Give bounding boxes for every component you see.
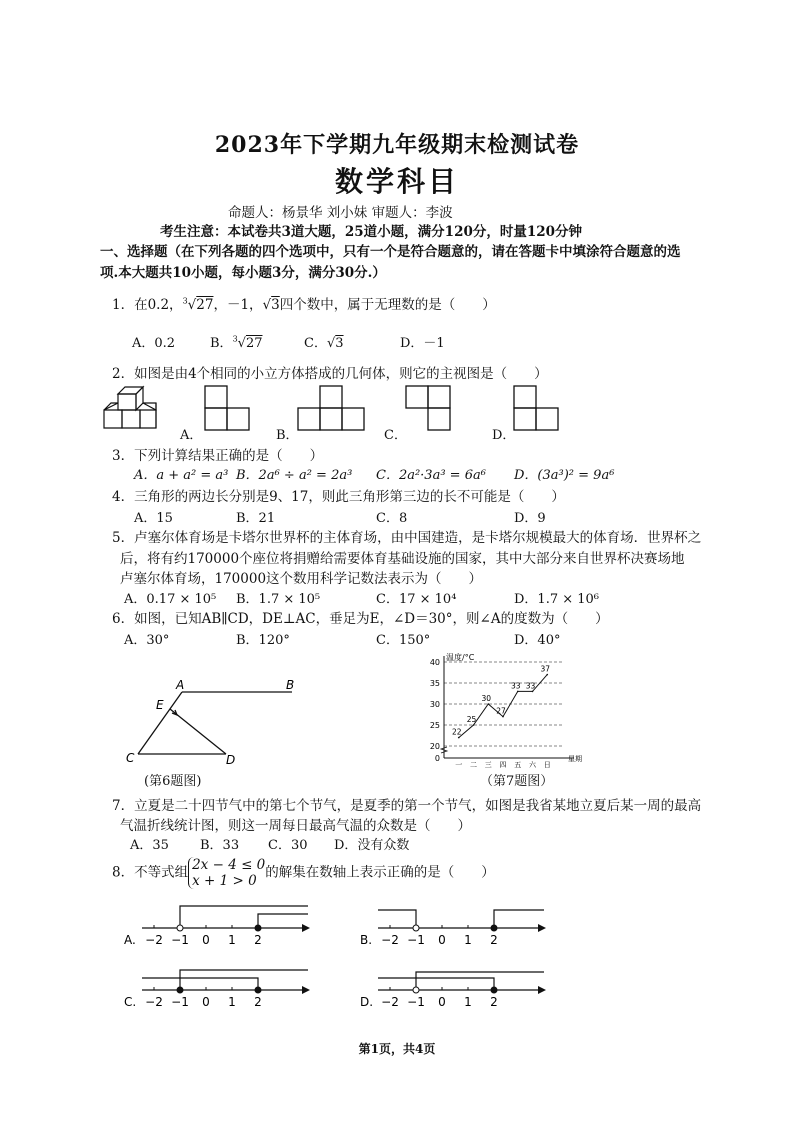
q1-stem-part-c: 四个数中，属于无理数的是（ ） [279, 297, 496, 313]
exam-notice: 考生注意：本试卷共3道大题，25道小题，满分120分，时量120分钟 [160, 224, 583, 240]
q2-option-c-figure[interactable] [404, 384, 456, 436]
closed-endpoint [491, 925, 497, 931]
data-point [473, 724, 475, 726]
q3-option-c[interactable]: C．2a²·3a³ = 6a⁶ [376, 468, 486, 483]
point-d-label: D [226, 753, 236, 767]
question-8-stem [112, 857, 495, 889]
q8-option-b-numberline[interactable] [360, 892, 550, 952]
q2-option-a-label[interactable]: A． [180, 428, 203, 443]
inequality-2: x + 1 > 0 [192, 873, 257, 889]
tick-label: −1 [171, 995, 189, 1009]
q6-option-c[interactable]: C．150° [376, 633, 431, 648]
segment-de [170, 709, 226, 754]
tick-label: 0 [202, 933, 210, 947]
q5-option-a[interactable]: A．0.17 × 10⁵ [124, 592, 217, 607]
solution-ray [258, 914, 308, 928]
q7-option-a[interactable]: A．35 [130, 838, 169, 853]
data-label: 25 [466, 715, 477, 724]
q6-option-a[interactable]: A．30° [124, 633, 170, 648]
q4-option-c[interactable]: C．8 [376, 511, 408, 526]
q5-option-b[interactable]: B．1.7 × 10⁵ [236, 592, 321, 607]
q6-figure-caption: (第6题图) [144, 774, 202, 789]
x-tick-label: 三 [484, 761, 492, 768]
tick-label: 2 [254, 995, 262, 1009]
tick-label: −1 [407, 933, 425, 947]
question-3-stem: 3．下列计算结果正确的是（ ） [112, 448, 324, 464]
x-tick-label: 二 [470, 761, 477, 768]
data-point [487, 703, 489, 705]
inequality-1: 2x − 4 ≤ 0 [192, 857, 266, 873]
solution-ray [142, 978, 258, 990]
data-point [458, 737, 460, 739]
q3-option-b[interactable]: B．2a⁶ ÷ a² = 2a³ [236, 468, 353, 483]
q8-option-a-numberline[interactable] [124, 892, 314, 952]
q2-option-a-figure[interactable] [203, 384, 255, 436]
question-5-line2: 后，将有约170000个座位将捐赠给需要体育基础设施的国家，其中大部分来自世界杯决赛场地 [120, 551, 685, 567]
solution-ray [378, 978, 494, 990]
closed-endpoint [255, 987, 261, 993]
solution-ray [416, 972, 544, 990]
question-7-line2: 气温折线统计图，则这一周每日最高气温的众数是（ ） [120, 818, 471, 834]
q8-stem-part-b: 的解集在数轴上表示正确的是（ ） [265, 864, 495, 881]
q2-option-d-figure[interactable] [512, 384, 564, 436]
option-label: B. [360, 933, 373, 947]
q7-option-c[interactable]: C．30 [268, 838, 308, 853]
inequality-system [188, 857, 265, 889]
tick-label: −2 [381, 933, 399, 947]
q5-option-d[interactable]: D．1.7 × 10⁶ [514, 592, 600, 607]
data-point [517, 691, 519, 693]
q2-option-d-label[interactable]: D． [492, 428, 516, 443]
tick-label: 2 [490, 933, 498, 947]
solution-ray [378, 910, 416, 928]
q8-option-c-numberline[interactable] [124, 954, 314, 1014]
axis-break [441, 747, 447, 753]
data-point [532, 691, 534, 693]
solution-ray [180, 970, 308, 990]
sqrt-3: √3 [262, 297, 280, 313]
data-point [502, 716, 504, 718]
question-1-stem [112, 293, 496, 313]
question-2-stem: 2．如图是由4个相同的小立方体搭成的几何体，则它的主视图是（ ） [112, 366, 548, 382]
q4-option-d[interactable]: D．9 [514, 511, 546, 526]
question-7-line1: 7．立夏是二十四节气中的第七个节气，是夏季的第一个节气，如图是我省某地立夏后某一周的最高 [112, 798, 702, 814]
x-tick-label: 五 [514, 761, 522, 768]
data-label: 33 [525, 681, 536, 691]
tick-label: −2 [145, 933, 163, 947]
q7-option-d[interactable]: D．没有众数 [334, 838, 410, 853]
q7-line-chart [418, 648, 588, 768]
q1-option-b[interactable]: B．$^3$√27 [210, 334, 263, 351]
question-5-line3: 卢塞尔体育场，170000这个数用科学记数法表示为（ ） [120, 571, 483, 587]
closed-endpoint [255, 925, 261, 931]
q1-option-a[interactable]: A．0.2 [132, 336, 176, 351]
tick-label: 0 [438, 995, 446, 1009]
q3-option-a[interactable]: A．a + a² = a³ [134, 468, 229, 483]
open-endpoint [413, 925, 419, 931]
y-tick-label: 20 [429, 742, 440, 751]
x-tick-label: 一 [455, 761, 463, 768]
data-label: 37 [540, 664, 551, 674]
q3-option-d[interactable]: D．(3a³)² = 9a⁶ [514, 468, 615, 483]
open-endpoint [177, 925, 183, 931]
tick-label: 2 [254, 933, 262, 947]
section-heading-line1: 一、选择题（在下列各题的四个选项中，只有一个是符合题意的，请在答题卡中填涂符合题意的选 [100, 244, 681, 260]
q8-option-d-numberline[interactable] [360, 954, 550, 1014]
q4-option-a[interactable]: A．15 [134, 511, 173, 526]
x-axis-label: 星期 [568, 755, 582, 763]
x-tick-label: 四 [499, 761, 507, 768]
point-b-label: B [286, 678, 295, 692]
point-a-label: A [176, 678, 185, 692]
question-5-line1: 5．卢塞尔体育场是卡塔尔世界杯的主体育场，由中国建造，是卡塔尔规模最大的体育场．世界杯之 [112, 530, 702, 546]
x-tick-label: 日 [543, 761, 551, 768]
q8-stem-part-a: 8．不等式组 [112, 864, 189, 881]
q1-stem-part-a: 1．在0.2， [112, 297, 183, 313]
q2-option-b-label[interactable]: B． [276, 428, 299, 443]
number-line-arrow [302, 924, 310, 932]
y-tick-label: 30 [429, 700, 440, 709]
question-4-stem: 4．三角形的两边长分别是9、17，则此三角形第三边的长不可能是（ ） [112, 489, 565, 505]
tick-label: −2 [381, 995, 399, 1009]
y-tick-label: 25 [429, 721, 440, 730]
tick-label: −2 [145, 995, 163, 1009]
closed-endpoint [491, 987, 497, 993]
open-endpoint [413, 987, 419, 993]
tick-label: 1 [228, 995, 236, 1009]
number-line-arrow [538, 924, 546, 932]
q1-option-c[interactable]: C．√3 [304, 336, 344, 351]
x-tick-label: 六 [529, 761, 536, 768]
q7-figure-caption: （第7题图） [480, 774, 554, 789]
data-label: 27 [496, 706, 506, 716]
cube-root-27: $^3$√27 [182, 296, 214, 313]
data-label: 33 [510, 681, 521, 691]
data-label: 22 [451, 727, 462, 737]
q2-solid-figure [100, 380, 160, 440]
closed-endpoint [177, 987, 183, 993]
q5-option-c[interactable]: C．17 × 10⁴ [376, 592, 457, 607]
q6-option-b[interactable]: B．120° [236, 633, 290, 648]
solution-ray [494, 910, 544, 928]
number-line-arrow [302, 986, 310, 994]
authors-line: 命题人：杨景华 刘小妹 审题人：李波 [228, 205, 453, 221]
option-label: D. [360, 995, 374, 1009]
q1-option-d[interactable]: D．－1 [400, 336, 445, 351]
exam-title: 2023年下学期九年级期末检测试卷 [214, 132, 580, 158]
q6-option-d[interactable]: D．40° [514, 633, 561, 648]
data-label: 30 [481, 694, 492, 703]
tick-label: 1 [464, 995, 472, 1009]
q2-option-b-figure[interactable] [296, 384, 368, 436]
subject-title: 数学科目 [334, 165, 459, 198]
page-number: 第1页，共4页 [358, 1042, 436, 1056]
q1-stem-part-b: ，－1， [213, 297, 263, 313]
data-point [546, 674, 548, 676]
q6-geometry-figure [120, 676, 310, 768]
point-c-label: C [126, 751, 135, 765]
tick-label: 2 [490, 995, 498, 1009]
q7-option-b[interactable]: B．33 [200, 838, 240, 853]
tick-label: 1 [228, 933, 236, 947]
y-tick-label: 35 [429, 679, 440, 688]
question-6-stem: 6．如图，已知AB∥CD，DE⊥AC，垂足为E，∠D＝30°，则∠A的度数为（ ） [112, 611, 609, 627]
section-heading-line2: 项.本大题共10小题，每小题3分，满分30分.） [100, 265, 386, 281]
q2-option-c-label[interactable]: C． [384, 428, 407, 443]
tick-label: 0 [202, 995, 210, 1009]
tick-label: 0 [438, 933, 446, 947]
tick-label: −1 [171, 933, 189, 947]
option-label: C. [124, 995, 137, 1009]
option-label: A. [124, 933, 136, 947]
q4-option-b[interactable]: B．21 [236, 511, 276, 526]
y-tick-label: 40 [429, 658, 440, 667]
y-tick-label: 0 [434, 754, 440, 763]
point-e-label: E [156, 698, 164, 712]
number-line-arrow [538, 986, 546, 994]
tick-label: −1 [407, 995, 425, 1009]
solution-ray [180, 906, 308, 928]
y-axis-label: 温度/°C [446, 653, 475, 662]
tick-label: 1 [464, 933, 472, 947]
